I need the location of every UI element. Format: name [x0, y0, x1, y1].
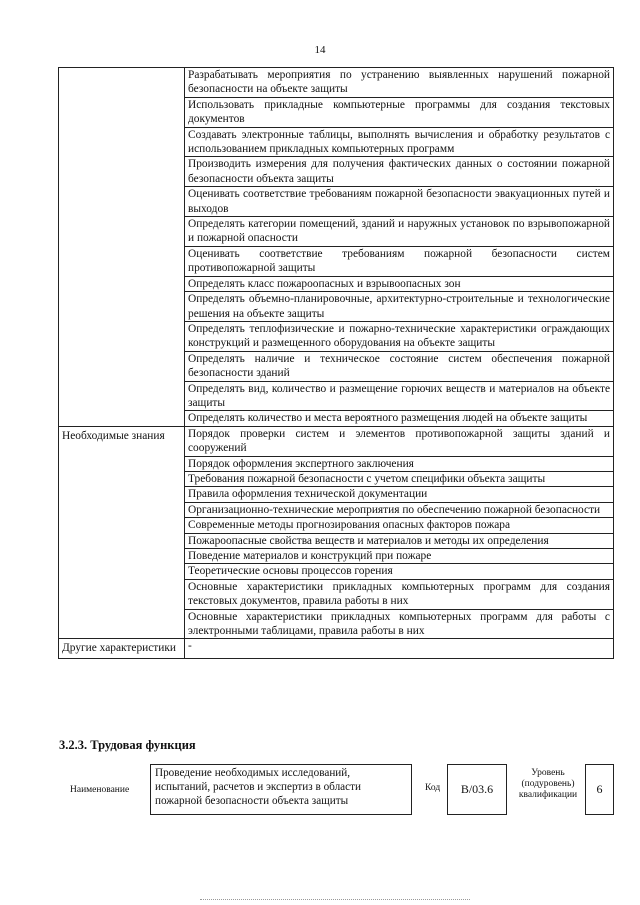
table-cell: Оценивать соответствие требованиям пожарной безопасности систем противопожарной защиты — [185, 246, 614, 276]
row-group-label: Другие характеристики — [59, 639, 185, 658]
table-cell: Оценивать соответствие требованиям пожарной безопасности эвакуационных путей и выходов — [185, 187, 614, 217]
table-cell: Теоретические основы процессов горения — [185, 564, 614, 579]
table-cell: Правила оформления технической документации — [185, 487, 614, 502]
table-cell: Производить измерения для получения фактических данных о состоянии пожарной безопасности объекта защиты — [185, 157, 614, 187]
row-group-label — [59, 68, 185, 427]
skills-table-body — [59, 68, 614, 659]
table-cell: Использовать прикладные компьютерные программы для создания текстовых документов — [185, 97, 614, 127]
table-cell: Определять вид, количество и размещение горючих веществ и материалов на объекте защиты — [185, 381, 614, 411]
section-heading: 3.2.3. Трудовая функция — [59, 738, 196, 752]
code-label: Код — [425, 783, 441, 793]
table-cell: Поведение материалов и конструкций при пожаре — [185, 549, 614, 564]
qualification-level-box: 6 — [585, 764, 614, 815]
table-cell: Основные характеристики прикладных компьютерных программ для создания текстовых документов, правила работы в них — [185, 579, 614, 609]
table-cell: Основные характеристики прикладных компьютерных программ для работы с электронными таблицами, правила работы в них — [185, 609, 614, 639]
table-cell: Определять объемно-планировочные, архитектурно-строительные и технологические решения на объекте защиты — [185, 292, 614, 322]
table-cell: Создавать электронные таблицы, выполнять вычисления и обработку результатов с использованием прикладных компьютерных программ — [185, 127, 614, 157]
function-name-box: Проведение необходимых исследований, испытаний, расчетов и экспертиз в области пожарной безопасности объекта защиты — [150, 764, 412, 815]
table-cell: - — [185, 639, 614, 658]
table-cell: Порядок оформления экспертного заключения — [185, 456, 614, 471]
table-cell: Определять класс пожароопасных и взрывоопасных зон — [185, 276, 614, 291]
footer-dotted-line — [200, 899, 470, 901]
table-cell: Современные методы прогнозирования опасных факторов пожара — [185, 518, 614, 533]
function-code-box: B/03.6 — [447, 764, 507, 815]
table-cell: Пожароопасные свойства веществ и материалов и методы их определения — [185, 533, 614, 548]
name-label: Наименование — [70, 785, 130, 795]
table-row — [59, 639, 614, 658]
table-cell: Организационно-технические мероприятия по обеспечению пожарной безопасности — [185, 502, 614, 517]
table-row — [59, 426, 614, 456]
table-cell: Определять количество и места вероятного размещения людей на объекте защиты — [185, 411, 614, 426]
table-cell: Требования пожарной безопасности с учетом специфики объекта защиты — [185, 471, 614, 486]
table-cell: Определять теплофизические и пожарно-технические характеристики ограждающих конструкций и размещенного оборудования на объекте защиты — [185, 321, 614, 351]
skills-table — [58, 67, 614, 659]
table-cell: Определять категории помещений, зданий и наружных установок по взрывопожарной и пожарной опасности — [185, 217, 614, 247]
table-cell: Определять наличие и техническое состояние систем обеспечения пожарной безопасности зданий — [185, 351, 614, 381]
table-cell: Порядок проверки систем и элементов противопожарной защиты зданий и сооружений — [185, 426, 614, 456]
row-group-label: Необходимые знания — [59, 426, 185, 639]
page-number: 14 — [314, 44, 326, 56]
table-row — [59, 68, 614, 98]
table-cell: Разрабатывать мероприятия по устранению выявленных нарушений пожарной безопасности на объекте защиты — [185, 68, 614, 98]
level-label: Уровень (подуровень) квалификации — [518, 768, 578, 800]
